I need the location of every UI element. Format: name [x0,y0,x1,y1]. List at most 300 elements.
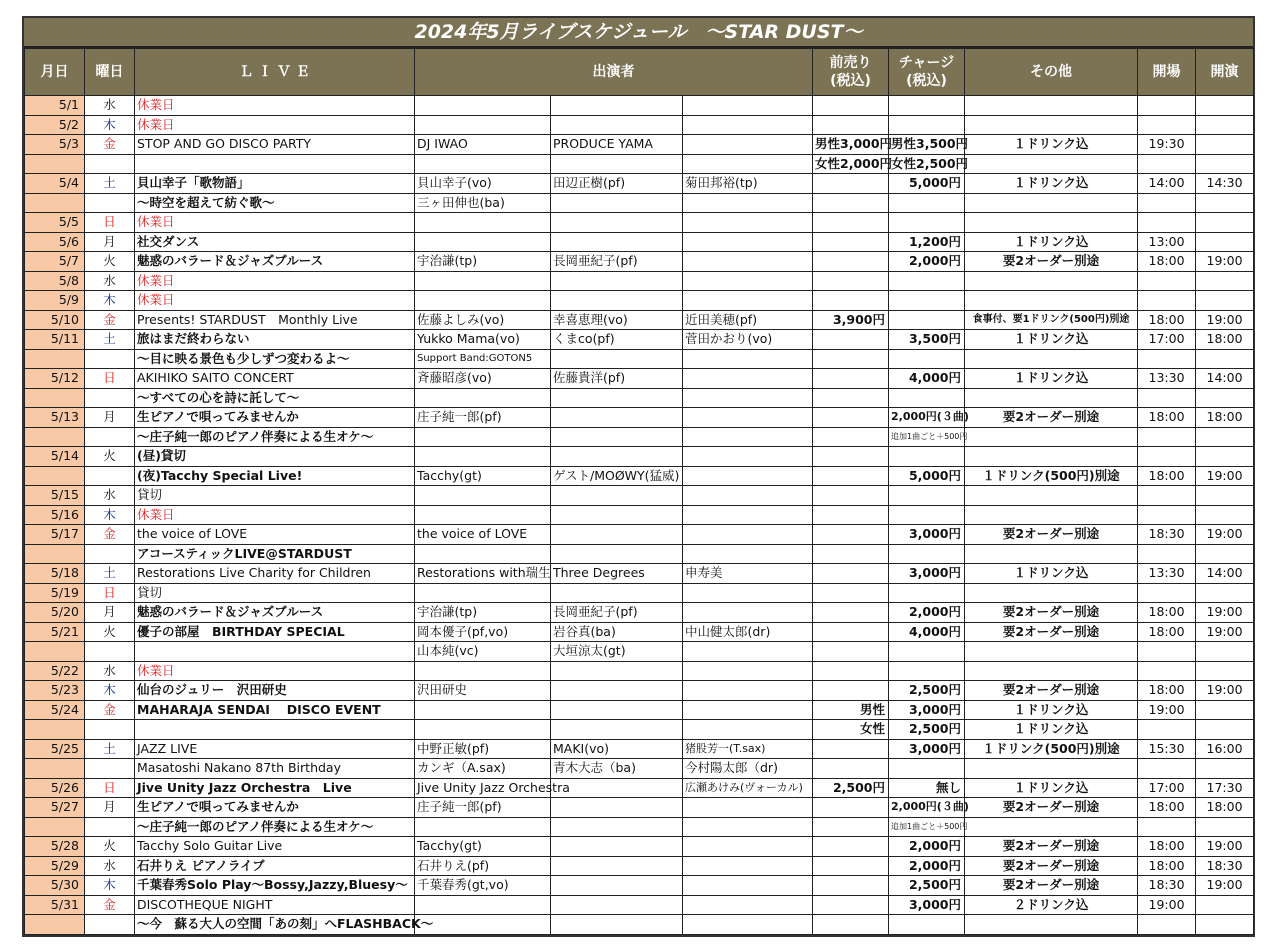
performer-3-cell: 菅田かおり(vo) [683,330,813,350]
live-title-cell: 優子の部屋 BIRTHDAY SPECIAL [135,622,415,642]
presale-cell [813,96,889,116]
performer-1-cell: Tacchy(gt) [415,837,551,857]
date-cell [25,193,85,213]
table-row [25,447,1254,467]
charge-cell: 5,000円 [889,174,965,194]
live-title-cell: Tacchy Solo Guitar Live [135,837,415,857]
weekday-cell [85,720,135,740]
charge-cell [889,447,965,467]
charge-cell [889,96,965,116]
start-time-cell [1196,193,1254,213]
start-time-cell [1196,349,1254,369]
performer-3-cell [683,252,813,272]
presale-cell [813,622,889,642]
open-time-cell [1138,817,1196,837]
performer-3-cell [683,505,813,525]
start-time-cell [1196,213,1254,233]
performer-2-cell [551,856,683,876]
performer-2-cell [551,544,683,564]
live-title-cell: ～すべての心を詩に託して～ [135,388,415,408]
start-time-cell: 16:00 [1196,739,1254,759]
other-cell [965,271,1138,291]
performer-2-cell [551,115,683,135]
charge-cell [889,271,965,291]
weekday-cell [85,915,135,935]
performer-1-cell [415,700,551,720]
performer-3-cell [683,603,813,623]
weekday-cell: 水 [85,661,135,681]
presale-cell [813,447,889,467]
charge-cell: 2,000円(３曲) [889,408,965,428]
live-title-cell: 魅惑のバラード＆ジャズブルース [135,603,415,623]
weekday-cell: 月 [85,798,135,818]
charge-cell: 2,500円 [889,876,965,896]
performer-3-cell [683,915,813,935]
open-time-cell [1138,583,1196,603]
performer-1-cell: 石井りえ(pf) [415,856,551,876]
presale-cell [813,544,889,564]
charge-cell: 2,500円 [889,720,965,740]
other-cell: 要2オーダー別途 [965,252,1138,272]
performer-2-cell: Three Degrees [551,564,683,584]
live-title-cell: 貸切 [135,583,415,603]
presale-cell [813,583,889,603]
other-cell [965,291,1138,311]
performer-1-cell [415,271,551,291]
open-time-cell: 17:00 [1138,778,1196,798]
performer-3-cell [683,720,813,740]
date-cell: 5/2 [25,115,85,135]
open-time-cell [1138,115,1196,135]
performer-1-cell [415,427,551,447]
performer-2-cell [551,232,683,252]
open-time-cell [1138,661,1196,681]
header-presale: 前売り (税込) [813,49,889,96]
table-row [25,681,1254,701]
presale-cell [813,817,889,837]
weekday-cell [85,544,135,564]
start-time-cell [1196,817,1254,837]
other-cell [965,388,1138,408]
performer-2-cell [551,876,683,896]
open-time-cell: 18:00 [1138,622,1196,642]
other-cell: 要2オーダー別途 [965,856,1138,876]
open-time-cell: 14:00 [1138,174,1196,194]
weekday-cell: 日 [85,778,135,798]
other-cell [965,447,1138,467]
performer-3-cell [683,388,813,408]
open-time-cell: 18:00 [1138,408,1196,428]
performer-2-cell [551,798,683,818]
performer-1-cell: DJ IWAO [415,135,551,155]
live-title-cell: 休業日 [135,661,415,681]
live-title-cell: the voice of LOVE [135,525,415,545]
performer-3-cell: 中山健太郎(dr) [683,622,813,642]
performer-3-cell [683,115,813,135]
other-cell: １ドリンク込 [965,135,1138,155]
table-row [25,622,1254,642]
performer-2-cell [551,837,683,857]
open-time-cell: 18:00 [1138,466,1196,486]
open-time-cell [1138,544,1196,564]
weekday-cell [85,427,135,447]
date-cell: 5/9 [25,291,85,311]
weekday-cell: 月 [85,408,135,428]
charge-cell: 2,000円(３曲) [889,798,965,818]
live-title-cell: 生ピアノで唄ってみませんか [135,798,415,818]
performer-2-cell: 田辺正樹(pf) [551,174,683,194]
performer-1-cell [415,154,551,174]
performer-2-cell [551,447,683,467]
performer-1-cell: 佐藤よしみ(vo) [415,310,551,330]
other-cell [965,115,1138,135]
weekday-cell: 金 [85,895,135,915]
charge-cell: 追加1曲ごと＋500円 [889,817,965,837]
performer-3-cell [683,642,813,662]
open-time-cell [1138,213,1196,233]
performer-1-cell [415,115,551,135]
performer-3-cell [683,817,813,837]
weekday-cell: 木 [85,291,135,311]
charge-cell: 2,000円 [889,252,965,272]
charge-cell [889,310,965,330]
date-cell [25,642,85,662]
performer-2-cell: 長岡亜紀子(pf) [551,252,683,272]
weekday-cell: 火 [85,447,135,467]
other-cell [965,817,1138,837]
presale-cell [813,642,889,662]
date-cell [25,915,85,935]
date-cell: 5/14 [25,447,85,467]
start-time-cell [1196,486,1254,506]
performer-3-cell [683,544,813,564]
open-time-cell [1138,505,1196,525]
performer-2-cell: 青木大志（ba) [551,759,683,779]
performer-2-cell [551,895,683,915]
performer-3-cell [683,135,813,155]
start-time-cell [1196,388,1254,408]
other-cell: 要2オーダー別途 [965,408,1138,428]
table-row [25,213,1254,233]
other-cell: ２ドリンク込 [965,895,1138,915]
table-row [25,96,1254,116]
date-cell: 5/28 [25,837,85,857]
charge-cell [889,349,965,369]
presale-cell [813,564,889,584]
table-row [25,349,1254,369]
weekday-cell: 水 [85,486,135,506]
other-cell: 要2オーダー別途 [965,525,1138,545]
date-cell: 5/19 [25,583,85,603]
open-time-cell: 19:30 [1138,135,1196,155]
weekday-cell: 月 [85,603,135,623]
header-dow: 曜日 [85,49,135,96]
start-time-cell [1196,700,1254,720]
table-row [25,330,1254,350]
performer-1-cell: 庄子純一郎(pf) [415,798,551,818]
performer-1-cell: 宇治謙(tp) [415,603,551,623]
open-time-cell [1138,96,1196,116]
date-cell [25,349,85,369]
performer-3-cell [683,96,813,116]
open-time-cell [1138,486,1196,506]
performer-2-cell: 長岡亜紀子(pf) [551,603,683,623]
date-cell: 5/22 [25,661,85,681]
performer-3-cell [683,271,813,291]
performer-3-cell: 猪股芳一(T.sax) [683,739,813,759]
other-cell [965,486,1138,506]
start-time-cell [1196,720,1254,740]
charge-cell [889,759,965,779]
presale-cell [813,291,889,311]
other-cell: １ドリンク(500円)別途 [965,739,1138,759]
header-start: 開演 [1196,49,1254,96]
table-row [25,408,1254,428]
live-title-cell: 社交ダンス [135,232,415,252]
date-cell [25,154,85,174]
start-time-cell: 19:00 [1196,466,1254,486]
performer-2-cell: 大垣涼太(gt) [551,642,683,662]
weekday-cell: 水 [85,271,135,291]
table-row [25,759,1254,779]
weekday-cell: 月 [85,232,135,252]
performer-3-cell [683,856,813,876]
performer-3-cell [683,837,813,857]
open-time-cell: 18:00 [1138,798,1196,818]
performer-1-cell: 山本純(vc) [415,642,551,662]
performer-1-cell: 貝山幸子(vo) [415,174,551,194]
presale-cell [813,915,889,935]
live-title-cell: 千葉春秀Solo Play～Bossy,Jazzy,Bluesy～ [135,876,415,896]
performer-1-cell [415,232,551,252]
presale-cell [813,349,889,369]
charge-cell: 3,000円 [889,739,965,759]
presale-cell [813,895,889,915]
table-row [25,369,1254,389]
performer-2-cell [551,349,683,369]
performer-2-cell [551,700,683,720]
weekday-cell: 日 [85,583,135,603]
presale-cell [813,408,889,428]
performer-2-cell: くまco(pf) [551,330,683,350]
start-time-cell [1196,915,1254,935]
charge-cell: 男性3,500円 [889,135,965,155]
performer-3-cell [683,369,813,389]
live-title-cell: 休業日 [135,213,415,233]
date-cell: 5/31 [25,895,85,915]
start-time-cell: 19:00 [1196,310,1254,330]
live-title-cell: STOP AND GO DISCO PARTY [135,135,415,155]
table-row [25,505,1254,525]
date-cell: 5/6 [25,232,85,252]
charge-cell [889,193,965,213]
table-row [25,564,1254,584]
live-title-cell: 仙台のジュリー 沢田研史 [135,681,415,701]
performer-2-cell [551,408,683,428]
performer-2-cell: 佐藤貴洋(pf) [551,369,683,389]
presale-cell [813,193,889,213]
table-row [25,427,1254,447]
weekday-cell: 日 [85,213,135,233]
performer-2-cell [551,388,683,408]
start-time-cell: 19:00 [1196,525,1254,545]
date-cell [25,427,85,447]
weekday-cell: 水 [85,856,135,876]
weekday-cell: 土 [85,174,135,194]
open-time-cell: 18:00 [1138,837,1196,857]
start-time-cell: 19:00 [1196,837,1254,857]
open-time-cell: 18:30 [1138,876,1196,896]
table-row [25,174,1254,194]
presale-cell: 女性 [813,720,889,740]
performer-2-cell [551,720,683,740]
performer-1-cell [415,895,551,915]
performer-2-cell [551,96,683,116]
other-cell: １ドリンク(500円)別途 [965,466,1138,486]
performer-3-cell [683,408,813,428]
charge-cell: 5,000円 [889,466,965,486]
performer-2-cell: PRODUCE YAMA [551,135,683,155]
live-title-cell: アコースティックLIVE@STARDUST [135,544,415,564]
live-title-cell: ～目に映る景色も少しずつ変わるよ～ [135,349,415,369]
performer-2-cell: 幸喜恵理(vo) [551,310,683,330]
weekday-cell: 火 [85,252,135,272]
start-time-cell [1196,642,1254,662]
performer-3-cell [683,681,813,701]
other-cell: 要2オーダー別途 [965,603,1138,623]
presale-cell [813,525,889,545]
table-row [25,466,1254,486]
live-title-cell: DISCOTHEQUE NIGHT [135,895,415,915]
date-cell: 5/18 [25,564,85,584]
charge-cell: 4,000円 [889,369,965,389]
other-cell [965,661,1138,681]
performer-1-cell: Tacchy(gt) [415,466,551,486]
start-time-cell [1196,291,1254,311]
performer-3-cell [683,661,813,681]
performer-1-cell: カンギ（A.sax) [415,759,551,779]
performer-3-cell [683,213,813,233]
open-time-cell: 13:30 [1138,369,1196,389]
live-title-cell: Jive Unity Jazz Orchestra Live [135,778,415,798]
live-title-cell: 休業日 [135,505,415,525]
date-cell [25,759,85,779]
other-cell [965,154,1138,174]
other-cell: １ドリンク込 [965,778,1138,798]
date-cell: 5/13 [25,408,85,428]
live-title-cell: ～庄子純一郎のピアノ伴奏による生オケ～ [135,427,415,447]
performer-1-cell: 千葉春秀(gt,vo) [415,876,551,896]
presale-cell: 女性2,000円 [813,154,889,174]
date-cell: 5/8 [25,271,85,291]
live-title-cell: JAZZ LIVE [135,739,415,759]
other-cell: １ドリンク込 [965,232,1138,252]
open-time-cell [1138,915,1196,935]
date-cell: 5/16 [25,505,85,525]
start-time-cell: 18:30 [1196,856,1254,876]
date-cell [25,466,85,486]
performer-3-cell: 今村陽太郎（dr) [683,759,813,779]
date-cell: 5/25 [25,739,85,759]
start-time-cell: 14:00 [1196,564,1254,584]
table-row [25,661,1254,681]
performer-1-cell [415,447,551,467]
start-time-cell [1196,427,1254,447]
charge-cell: 無し [889,778,965,798]
presale-cell [813,505,889,525]
performer-3-cell [683,291,813,311]
performer-1-cell: the voice of LOVE [415,525,551,545]
performer-3-cell: 申寿美 [683,564,813,584]
header-row [25,49,1254,96]
date-cell: 5/3 [25,135,85,155]
charge-cell [889,661,965,681]
live-title-cell: Presents! STARDUST Monthly Live [135,310,415,330]
start-time-cell [1196,96,1254,116]
presale-cell [813,213,889,233]
presale-cell [813,798,889,818]
charge-cell [889,505,965,525]
weekday-cell: 木 [85,505,135,525]
presale-cell [813,271,889,291]
date-cell: 5/5 [25,213,85,233]
presale-cell [813,232,889,252]
weekday-cell [85,642,135,662]
charge-cell: 追加1曲ごと＋500円 [889,427,965,447]
live-title-cell [135,642,415,662]
table-row [25,720,1254,740]
presale-cell: 3,900円 [813,310,889,330]
weekday-cell: 火 [85,622,135,642]
charge-cell [889,915,965,935]
performer-3-cell [683,427,813,447]
other-cell [965,583,1138,603]
start-time-cell [1196,271,1254,291]
open-time-cell: 18:00 [1138,603,1196,623]
performer-2-cell [551,193,683,213]
performer-2-cell [551,154,683,174]
other-cell [965,642,1138,662]
start-time-cell [1196,115,1254,135]
performer-1-cell: 岡本優子(pf,vo) [415,622,551,642]
performer-3-cell [683,700,813,720]
performer-3-cell [683,876,813,896]
charge-cell: 3,500円 [889,330,965,350]
start-time-cell: 18:00 [1196,798,1254,818]
other-cell: １ドリンク込 [965,564,1138,584]
weekday-cell [85,466,135,486]
table-row [25,252,1254,272]
table-row [25,135,1254,155]
weekday-cell: 土 [85,564,135,584]
performer-3-cell [683,895,813,915]
weekday-cell: 金 [85,700,135,720]
open-time-cell [1138,291,1196,311]
charge-cell: 3,000円 [889,525,965,545]
other-cell: 要2オーダー別途 [965,622,1138,642]
schedule-sheet [22,16,1255,937]
date-cell: 5/17 [25,525,85,545]
start-time-cell [1196,544,1254,564]
open-time-cell: 19:00 [1138,700,1196,720]
table-row [25,876,1254,896]
performer-1-cell: 庄子純一郎(pf) [415,408,551,428]
weekday-cell: 火 [85,837,135,857]
table-row [25,486,1254,506]
presale-cell [813,759,889,779]
date-cell: 5/15 [25,486,85,506]
other-cell: 要2オーダー別途 [965,798,1138,818]
